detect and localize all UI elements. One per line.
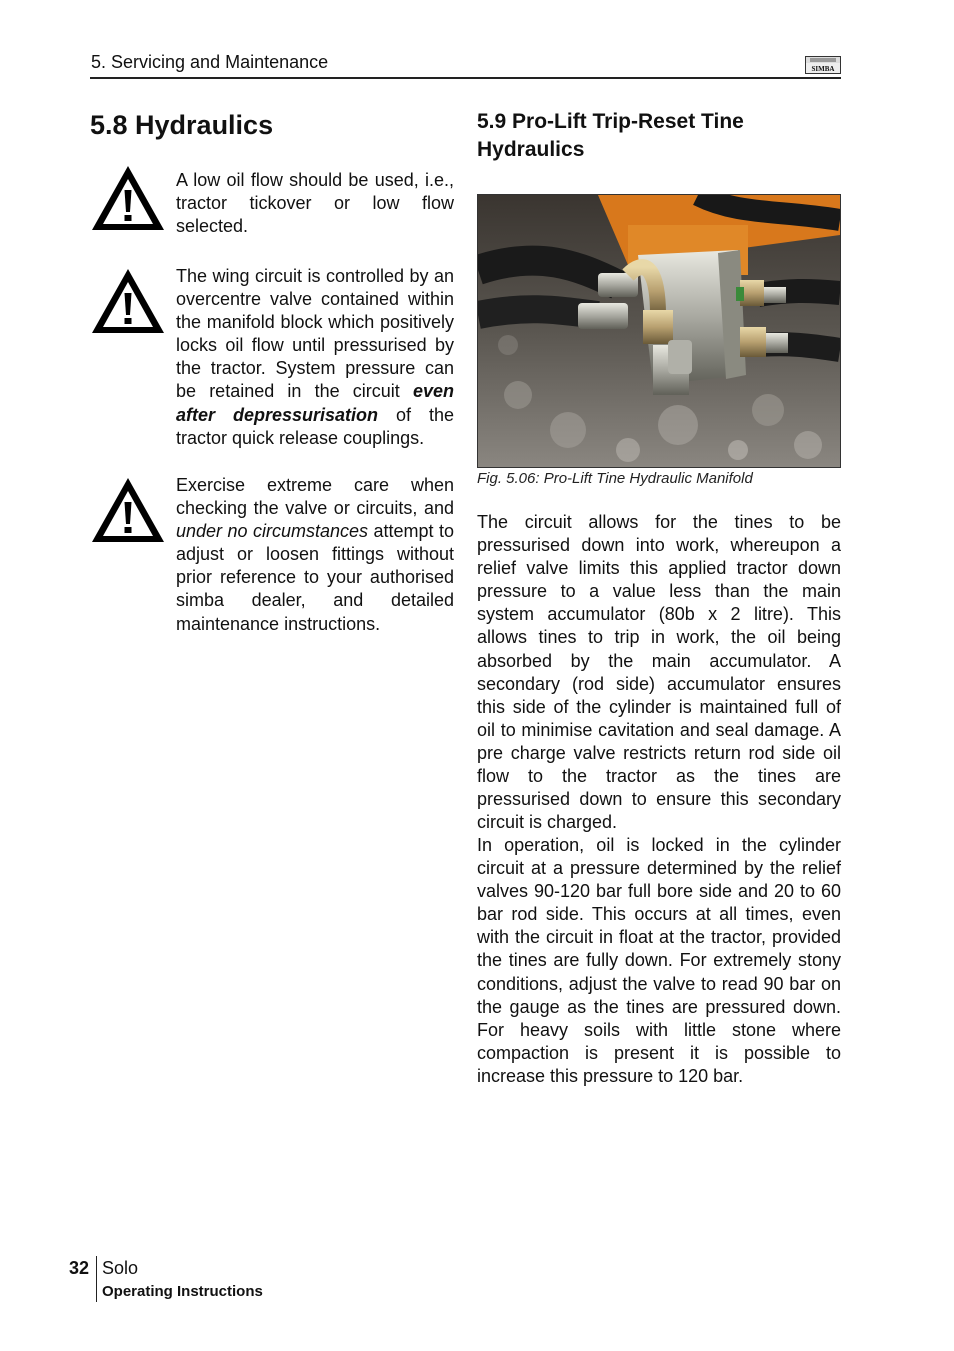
hydraulics-section — [90, 108, 455, 634]
warning-triangle-icon — [90, 476, 166, 544]
product-name: Solo — [102, 1258, 139, 1278]
logo-text: SIMBA — [811, 65, 835, 73]
warning-text-2: The wing circuit is controlled by an overcentre valve contained within the manifold block which positively locks oil flow until pressurised by the tractor. System pressure can be retained in the circuit even after depressurisation of the tractor quick release couplings. — [176, 266, 454, 448]
doc-type: Operating Instructions — [102, 1283, 263, 1300]
warning-text-3: Exercise extreme care when checking the valve or circuits, and under no circumstances attempt to adjust or loosen fittings without prior reference to your authorised simba dealer, and detailed maintenance instructions. — [176, 475, 455, 634]
body-paragraph-2: In operation, oil is locked in the cylinder circuit at a pressure determined by the relief valves 90-120 bar full bore side and 20 to 60 bar rod side. This occurs at all times, even with the circuit in float at the tractor, provided the tines are fully down. For extremely stony conditions, adjust the valve to read 90 bar on the gauge as the tines are pressured down. For heavy soils with little stone where compaction is present it is possible to increase this pressure to 120 bar. — [477, 835, 841, 1086]
body-paragraph-1: The circuit allows for the tines to be pressurised down into work, whereupon a relief valve limits this applied tractor down pressure to a value less than the main system accumulator (80b x 2 litre). This allows tines to trip in work, the oil being absorbed by the main accumulator. A secondary (rod side) accumulator ensures this side of the cylinder is maintained full of oil to minimise cavitation and seal damage. A pre charge valve restricts return rod side oil flow to the tractor as the tines are pressurised down to ensure this secondary circuit is charged. — [477, 512, 841, 833]
section-title-hydraulics: 5.8 Hydraulics — [90, 110, 274, 140]
warning-text-1: A low oil flow should be used, i.e., tractor tickover or low flow selected. — [176, 170, 454, 237]
page-number: 32 — [69, 1258, 90, 1278]
section-title-prolift: 5.9 Pro-Lift Trip-Reset Tine Hydraulics — [477, 110, 744, 161]
section-label: 5. Servicing and Maintenance — [91, 52, 329, 72]
footer-divider — [96, 1256, 97, 1302]
figure-caption: Fig. 5.06: Pro-Lift Tine Hydraulic Manifold — [477, 470, 753, 487]
warning-triangle-icon — [90, 267, 166, 335]
page-header — [90, 50, 841, 79]
prolift-section — [477, 108, 841, 1086]
warning-triangle-icon — [90, 164, 166, 232]
hydraulic-manifold-photo — [477, 194, 841, 468]
simba-logo — [805, 56, 841, 74]
